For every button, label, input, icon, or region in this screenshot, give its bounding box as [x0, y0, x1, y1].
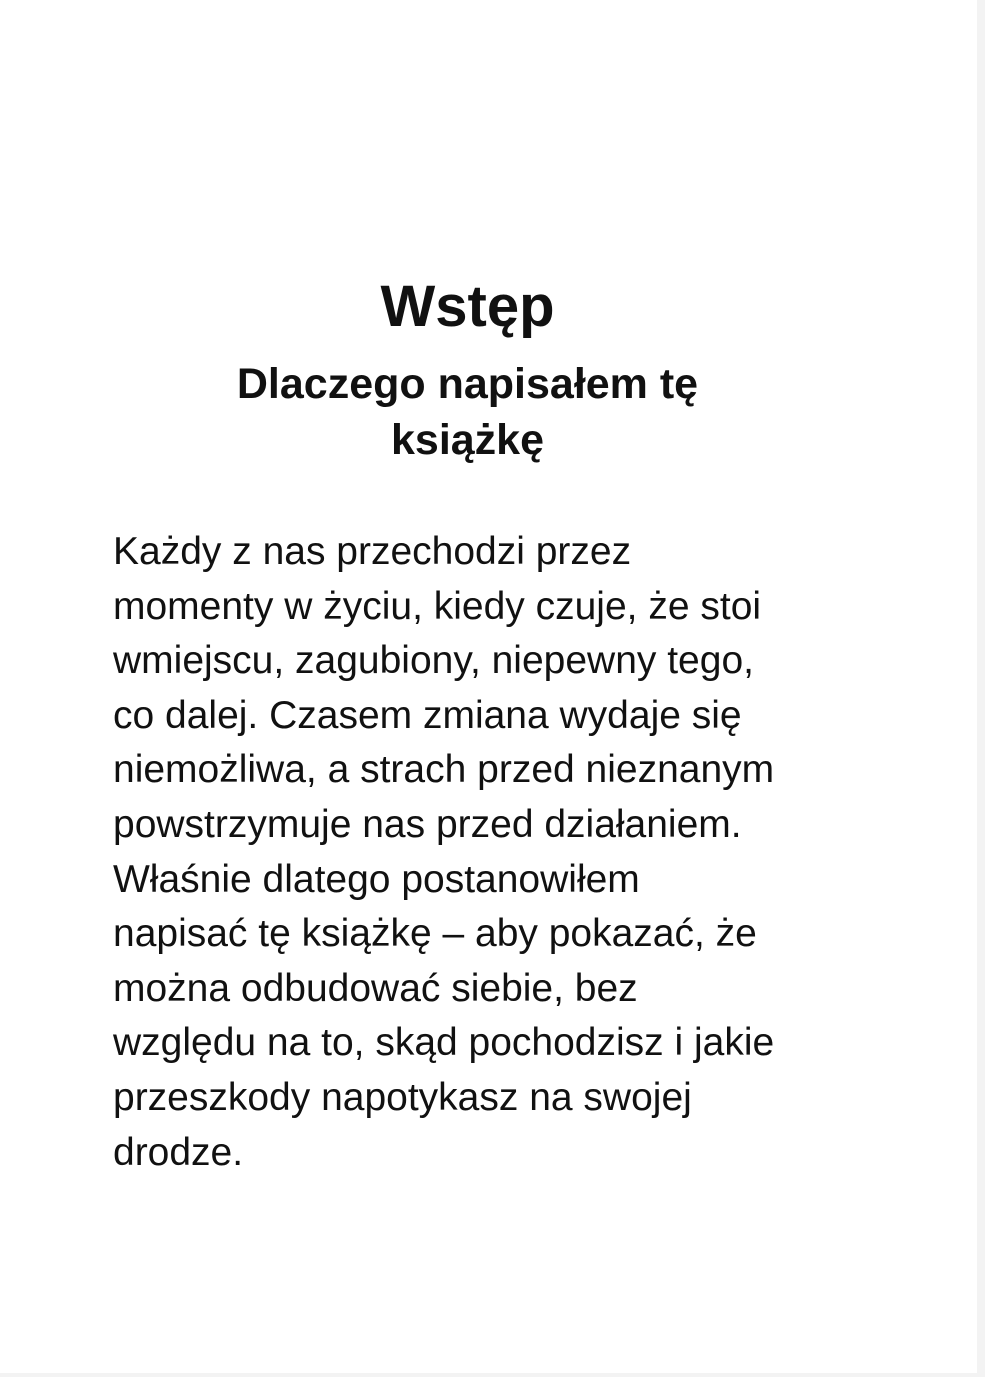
body-paragraph: [113, 525, 828, 1180]
chapter-title: Wstęp: [380, 274, 555, 339]
chapter-subtitle: Dlaczego napisałem tę książkę: [236, 360, 699, 464]
paragraph-line: co dalej. Czasem zmiana wydaje się: [113, 693, 742, 737]
paragraph-line: napisać tę książkę – aby pokazać, że: [113, 912, 757, 956]
paragraph-line: niemożliwa, a strach przed nieznanym: [113, 748, 775, 792]
paragraph-line: przeszkody napotykasz na swojej: [113, 1075, 692, 1119]
paragraph-line: można odbudować siebie, bez: [113, 966, 638, 1010]
paragraph-line: powstrzymuje nas przed działaniem.: [113, 802, 742, 846]
paragraph-line: drodze.: [113, 1130, 244, 1174]
paragraph-line: Właśnie dlatego postanowiłem: [113, 857, 640, 901]
paragraph-line: względu na to, skąd pochodzisz i jakie: [113, 1021, 775, 1065]
paragraph-line: momenty w życiu, kiedy czuje, że stoi: [113, 584, 762, 628]
paragraph-line: Każdy z nas przechodzi przez: [113, 530, 632, 573]
paragraph-line: wmiejscu, zagubiony, niepewny tego,: [113, 639, 754, 683]
